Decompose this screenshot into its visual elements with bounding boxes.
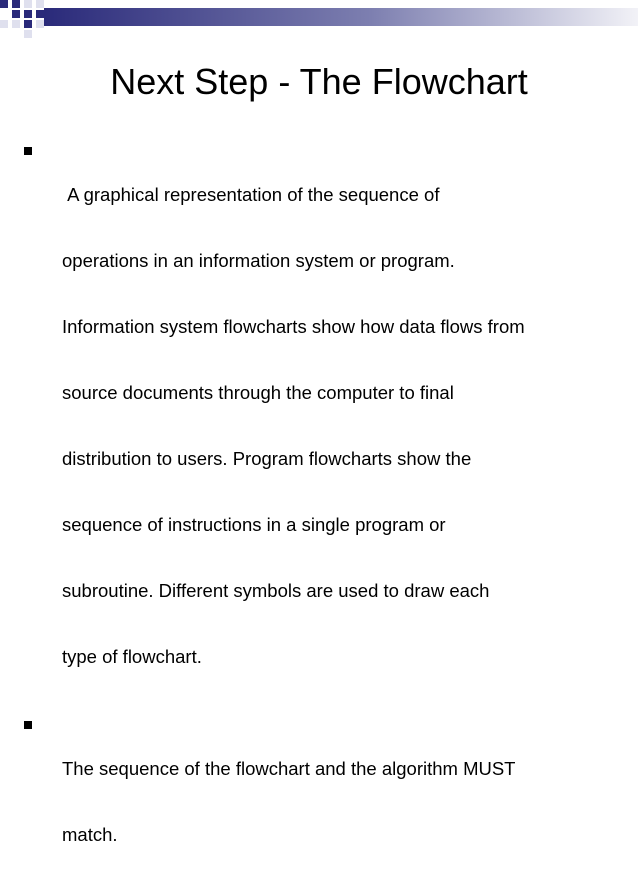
header-decoration <box>0 0 638 42</box>
bullet-text <box>62 714 608 890</box>
deco-square <box>36 10 44 18</box>
square-bullet-icon <box>24 147 32 155</box>
bullet-line: subroutine. Different symbols are used to draw each <box>62 580 490 601</box>
bullet-line: operations in an information system or program. <box>62 250 455 271</box>
bullet-item <box>0 714 638 890</box>
header-gradient-band <box>44 8 638 26</box>
bullet-list <box>0 140 638 892</box>
square-bullet-icon <box>24 721 32 729</box>
bullet-line: A graphical representation of the sequence of <box>62 184 440 205</box>
deco-square <box>12 0 20 8</box>
deco-square <box>36 20 44 28</box>
deco-square <box>36 0 44 8</box>
deco-square <box>24 20 32 28</box>
slide-title: Next Step - The Flowchart <box>110 61 528 102</box>
bullet-line: The sequence of the flowchart and the algorithm MUST <box>62 758 516 779</box>
bullet-line: match. <box>62 824 118 845</box>
deco-square <box>24 30 32 38</box>
bullet-line: type of flowchart. <box>62 646 202 667</box>
bullet-item <box>0 140 638 712</box>
bullet-line: source documents through the computer to final <box>62 382 454 403</box>
bullet-line: distribution to users. Program flowcharts show the <box>62 448 472 469</box>
deco-square <box>24 10 32 18</box>
bullet-line: Information system flowcharts show how data flows from <box>62 316 525 337</box>
deco-square <box>12 10 20 18</box>
deco-square <box>0 20 8 28</box>
bullet-line: sequence of instructions in a single program or <box>62 514 446 535</box>
deco-square <box>12 20 20 28</box>
deco-square <box>24 0 32 8</box>
deco-square <box>0 0 8 8</box>
bullet-text <box>62 140 608 712</box>
header-squares <box>0 0 44 38</box>
